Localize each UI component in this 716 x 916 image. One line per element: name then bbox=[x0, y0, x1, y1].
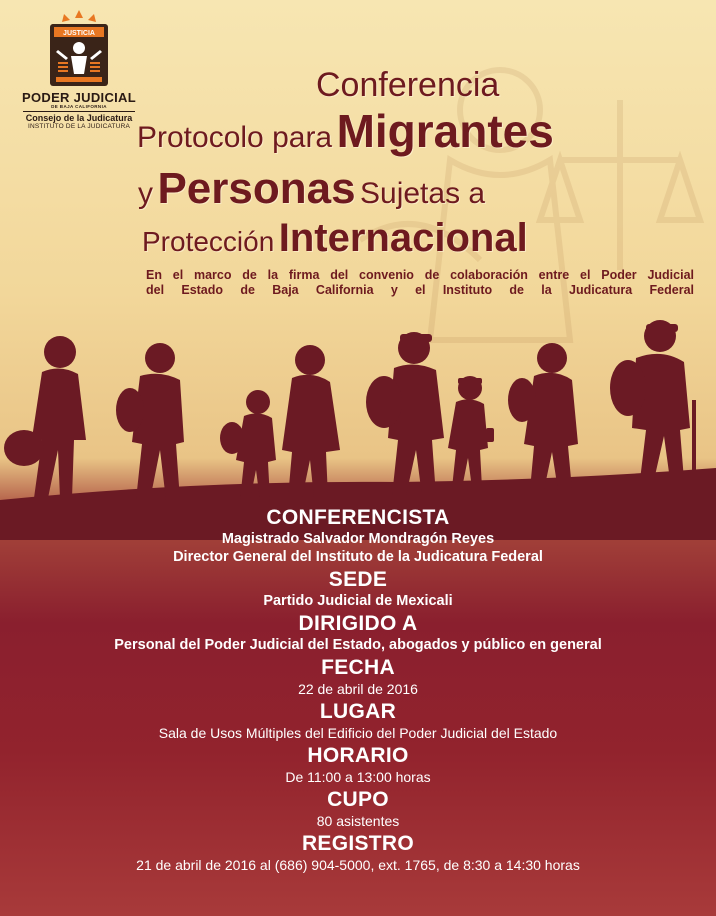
subtitle-line-2: del Estado de Baja California y el Instituto de la Judicatura Federal bbox=[146, 283, 694, 297]
poder-judicial-logo bbox=[14, 10, 144, 130]
speaker-title: Director General del Instituto de la Judicatura Federal bbox=[173, 549, 543, 565]
title-conferencia: Conferencia bbox=[316, 66, 500, 104]
title-proteccion: Protección bbox=[142, 226, 275, 257]
logo-divider bbox=[23, 111, 135, 112]
logo-brand-sub: DE BAJA CALIFORNIA bbox=[51, 104, 107, 109]
heading-lugar: LUGAR bbox=[319, 700, 397, 723]
fecha-text: 22 de abril de 2016 bbox=[298, 681, 418, 697]
subtitle-line-1: En el marco de la firma del convenio de colaboración entre el Poder Judicial bbox=[146, 268, 694, 282]
title-protocolo: Protocolo para bbox=[137, 121, 333, 154]
sede-text: Partido Judicial de Mexicali bbox=[263, 593, 453, 609]
heading-horario: HORARIO bbox=[307, 744, 409, 767]
cupo-text: 80 asistentes bbox=[316, 813, 400, 829]
logo-banner-text: JUSTICIA bbox=[63, 30, 95, 37]
heading-sede: SEDE bbox=[328, 568, 388, 591]
title-migrantes: Migrantes bbox=[336, 105, 554, 157]
title-y: y bbox=[138, 177, 153, 210]
title-personas: Personas bbox=[157, 164, 356, 213]
speaker-name: Magistrado Salvador Mondragón Reyes bbox=[221, 531, 495, 547]
event-details bbox=[0, 506, 716, 874]
title-line-3 bbox=[138, 164, 485, 214]
justice-emblem-icon bbox=[44, 10, 114, 88]
heading-fecha: FECHA bbox=[321, 656, 395, 679]
heading-registro: REGISTRO bbox=[301, 832, 415, 855]
heading-conferencista: CONFERENCISTA bbox=[266, 506, 450, 529]
logo-council: Consejo de la Judicatura bbox=[25, 113, 133, 123]
title-line-4 bbox=[142, 216, 528, 261]
title-sujetas: Sujetas a bbox=[360, 177, 486, 210]
lugar-text: Sala de Usos Múltiples del Edificio del Poder Judicial del Estado bbox=[158, 725, 558, 741]
logo-institute: INSTITUTO DE LA JUDICATURA bbox=[27, 123, 131, 130]
logo-brand: PODER JUDICIAL bbox=[22, 90, 136, 105]
title-line-2 bbox=[137, 104, 554, 158]
heading-cupo: CUPO bbox=[327, 788, 389, 811]
registro-text: 21 de abril de 2016 al (686) 904-5000, ext. 1765, de 8:30 a 14:30 horas bbox=[136, 857, 580, 873]
horario-text: De 11:00 a 13:00 horas bbox=[285, 769, 431, 785]
heading-dirigido: DIRIGIDO A bbox=[298, 612, 418, 635]
title-internacional: Internacional bbox=[278, 216, 528, 260]
subtitle bbox=[146, 268, 694, 298]
dirigido-text: Personal del Poder Judicial del Estado, abogados y público en general bbox=[114, 637, 602, 653]
